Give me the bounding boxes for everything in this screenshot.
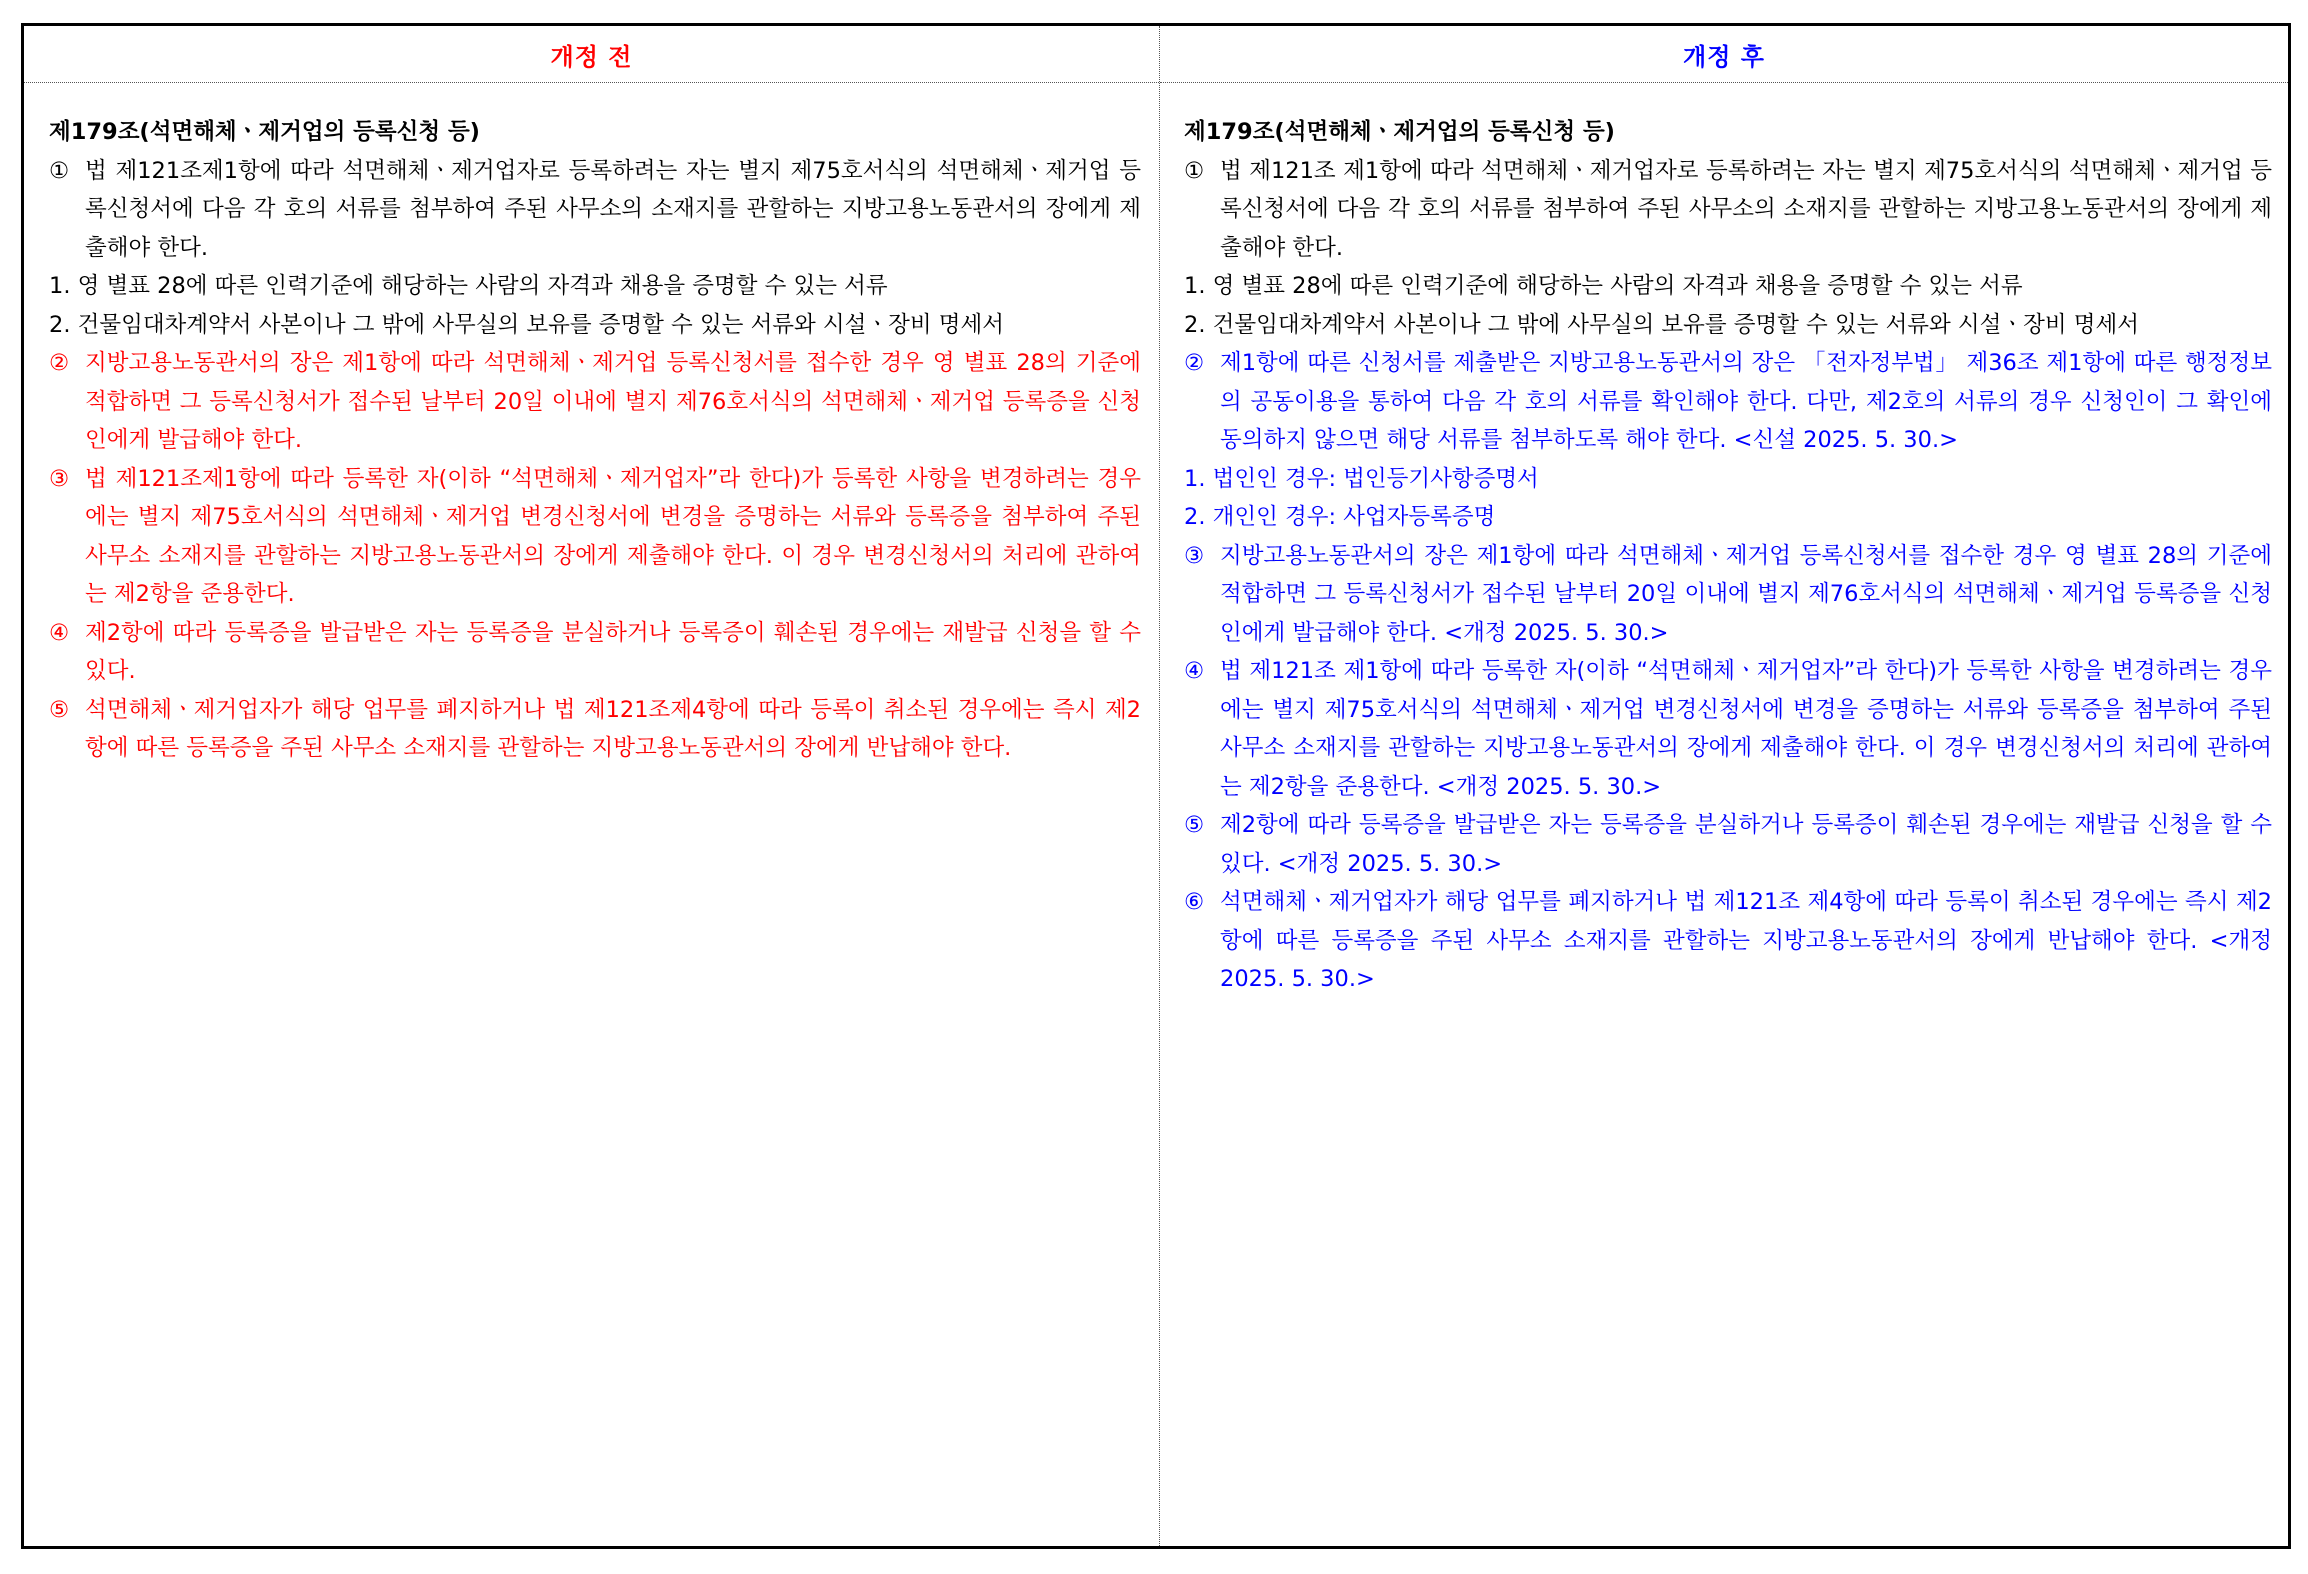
paragraph-number: ③ xyxy=(49,465,70,492)
list-item: 2. 건물임대차계약서 사본이나 그 밖에 사무실의 보유를 증명할 수 있는 서류와 시설ㆍ장비 명세서 xyxy=(1184,311,2139,338)
paragraph-text: 법 제121조 제1항에 따라 등록한 자(이하 “석면해체ㆍ제거업자”라 한다)가 등록한 사항을 변경하려는 경우에는 별지 제75호서식의 석면해체ㆍ제거업 변경신청서에 변경을 증명하는 서류와 등록증을 첨부하여 주된 사무소 소재지를 관할하는 지방고용노동관서의 장에게 제출해야 한다. 이 경우 변경신청서의 처리에 관하여는 제2항을 준용한다. <개정 2025. 5. 30.> xyxy=(1220,658,2272,800)
comparison-table xyxy=(21,23,2291,1549)
paragraph-number: ⑤ xyxy=(49,696,70,723)
after-header: 개정 후 xyxy=(1160,26,2288,83)
paragraph-number: ⑤ xyxy=(1184,812,1205,838)
paragraph-text: 제2항에 따라 등록증을 발급받은 자는 등록증을 분실하거나 등록증이 훼손된 경우에는 재발급 신청을 할 수 있다. xyxy=(85,619,1141,684)
after-column xyxy=(1160,26,2288,1546)
list-item: 1. 영 별표 28에 따른 인력기준에 해당하는 사람의 자격과 채용을 증명할 수 있는 서류 xyxy=(49,273,888,299)
paragraph-2 xyxy=(1184,344,2272,460)
paragraph-text: 지방고용노동관서의 장은 제1항에 따라 석면해체ㆍ제거업 등록신청서를 접수한 경우 영 별표 28의 기준에 적합하면 그 등록신청서가 접수된 날부터 20일 이내에 별지 제76호서식의 석면해체ㆍ제거업 등록증을 신청인에게 발급해야 한다. xyxy=(85,350,1141,453)
paragraph-5 xyxy=(1184,806,2272,883)
paragraph-text: 석면해체ㆍ제거업자가 해당 업무를 폐지하거나 법 제121조제4항에 따라 등록이 취소된 경우에는 즉시 제2항에 따른 등록증을 주된 사무소 소재지를 관할하는 지방고용노동관서의 장에게 반납해야 한다. xyxy=(85,696,1141,761)
paragraph-text: 제1항에 따른 신청서를 제출받은 지방고용노동관서의 장은 「전자정부법」 제36조 제1항에 따른 행정정보의 공동이용을 통하여 다음 각 호의 서류를 확인해야 한다. 다만, 제2호의 서류의 경우 신청인이 그 확인에 동의하지 않으면 해당 서류를 첨부하도록 해야 한다. <신설 2025. 5. 30.> xyxy=(1220,350,2272,453)
paragraph-4 xyxy=(1184,652,2272,806)
paragraph-number: ① xyxy=(1184,157,1205,184)
paragraph-number: ⑥ xyxy=(1184,889,1205,915)
paragraph-1 xyxy=(1184,152,2272,268)
paragraph-number: ④ xyxy=(1184,658,1205,684)
article-title: 제179조(석면해체ㆍ제거업의 등록신청 등) xyxy=(1184,119,1615,145)
paragraph-4 xyxy=(49,614,1141,691)
paragraph-number: ② xyxy=(49,350,70,376)
before-header: 개정 전 xyxy=(24,26,1159,83)
paragraph-number: ④ xyxy=(49,619,70,646)
before-body xyxy=(24,83,1159,768)
list-item: 1. 법인인 경우: 법인등기사항증명서 xyxy=(1184,465,1539,492)
list-item: 2. 개인인 경우: 사업자등록증명 xyxy=(1184,504,1496,530)
paragraph-number: ① xyxy=(49,157,70,184)
paragraph-3 xyxy=(49,460,1141,614)
article-title: 제179조(석면해체ㆍ제거업의 등록신청 등) xyxy=(49,119,480,145)
paragraph-number: ② xyxy=(1184,350,1205,376)
paragraph-text: 법 제121조 제1항에 따라 석면해체ㆍ제거업자로 등록하려는 자는 별지 제75호서식의 석면해체ㆍ제거업 등록신청서에 다음 각 호의 서류를 첨부하여 주된 사무소의 소재지를 관할하는 지방고용노동관서의 장에게 제출해야 한다. xyxy=(1220,157,2272,261)
paragraph-6 xyxy=(1184,883,2272,999)
paragraph-3 xyxy=(1184,537,2272,653)
list-item: 2. 건물임대차계약서 사본이나 그 밖에 사무실의 보유를 증명할 수 있는 서류와 시설ㆍ장비 명세서 xyxy=(49,311,1004,338)
paragraph-text: 법 제121조제1항에 따라 등록한 자(이하 “석면해체ㆍ제거업자”라 한다)가 등록한 사항을 변경하려는 경우에는 별지 제75호서식의 석면해체ㆍ제거업 변경신청서에 변경을 증명하는 서류와 등록증을 첨부하여 주된 사무소 소재지를 관할하는 지방고용노동관서의 장에게 제출해야 한다. 이 경우 변경신청서의 처리에 관하여는 제2항을 준용한다. xyxy=(85,465,1141,607)
paragraph-text: 석면해체ㆍ제거업자가 해당 업무를 폐지하거나 법 제121조 제4항에 따라 등록이 취소된 경우에는 즉시 제2항에 따른 등록증을 주된 사무소 소재지를 관할하는 지방고용노동관서의 장에게 반납해야 한다. <개정 2025. 5. 30.> xyxy=(1220,889,2272,992)
before-column xyxy=(24,26,1160,1546)
paragraph-1 xyxy=(49,152,1141,268)
paragraph-text: 제2항에 따라 등록증을 발급받은 자는 등록증을 분실하거나 등록증이 훼손된 경우에는 재발급 신청을 할 수 있다. <개정 2025. 5. 30.> xyxy=(1220,812,2272,877)
paragraph-text: 법 제121조제1항에 따라 석면해체ㆍ제거업자로 등록하려는 자는 별지 제75호서식의 석면해체ㆍ제거업 등록신청서에 다음 각 호의 서류를 첨부하여 주된 사무소의 소재지를 관할하는 지방고용노동관서의 장에게 제출해야 한다. xyxy=(85,157,1141,261)
paragraph-number: ③ xyxy=(1184,542,1205,569)
list-item: 1. 영 별표 28에 따른 인력기준에 해당하는 사람의 자격과 채용을 증명할 수 있는 서류 xyxy=(1184,273,2023,299)
paragraph-2 xyxy=(49,344,1141,460)
paragraph-text: 지방고용노동관서의 장은 제1항에 따라 석면해체ㆍ제거업 등록신청서를 접수한 경우 영 별표 28의 기준에 적합하면 그 등록신청서가 접수된 날부터 20일 이내에 별지 제76호서식의 석면해체ㆍ제거업 등록증을 신청인에게 발급해야 한다. <개정 2025. 5. 30.> xyxy=(1220,542,2272,646)
paragraph-5 xyxy=(49,691,1141,768)
after-body xyxy=(1160,83,2288,999)
